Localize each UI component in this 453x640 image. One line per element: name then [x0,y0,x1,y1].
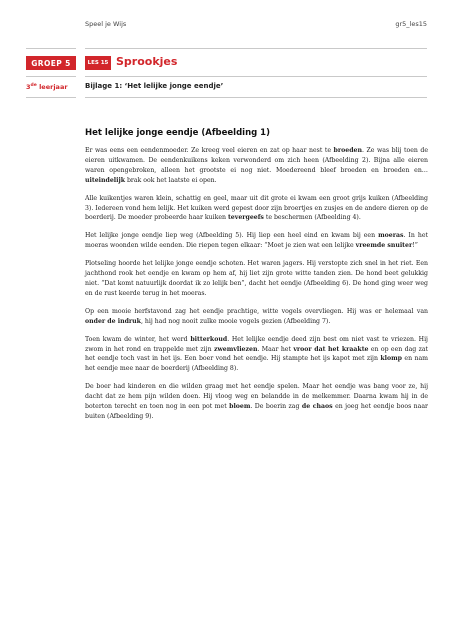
text-run: . In het moeras woonden wilde eenden. Die riepen tegen elkaar: “Moet je zien wat een lelijke [85,232,428,250]
bold-keyword: moeras [378,232,404,240]
text-run: Er was eens een eendenmoeder. Ze kreeg veel eieren en zat op haar nest te [85,147,334,154]
text-run: brak ook het laatste ei open. [124,176,217,184]
main-mid-rule [85,76,427,77]
story-paragraph [85,194,428,224]
text-run: Op een mooie herfstavond zag het eendje prachtige, witte vogels overvliegen. Hij was er helemaal van [85,307,428,315]
bold-keyword: vreemde snuiter [355,242,413,250]
main-bottom-rule [85,97,427,98]
lesson-badge: LES 15 [85,56,111,70]
text-run: en nam het eendje mee naar de boerderij (Afbeelding 8). [85,355,428,373]
sidebar-bottom-rule [26,97,76,98]
text-run: Plotseling hoorde het lelijke jonge eendje schoten. Het waren jagers. Hij verstopte zich snel in het riet. Een jachthond rook het eendje en kwam op hem af, hij liet zijn grote witte tanden zien. De hond beet gelukkig niet. “Dat komt natuurlijk doordat ik zo lelijk ben”, dacht het eendje (Afbeelding 6). De hond ging weer weg en de rust keerde terug in het moeras. [85,260,428,297]
bold-keyword: vroor dat het kraakte [293,345,369,353]
text-run: Alle kuikentjes waren klein, schattig en geel, maar uit dit grote ei kwam een groot grijs kuiken (Afbeelding 3). Iedereen vond hem lelijk. Het kuiken werd gepest door zijn broertjes en zusjes en de andere dieren op de boerderij. De moeder probeerde haar kuiken [85,194,428,222]
text-run: . De boerin zag [250,403,302,411]
text-run: Het lelijke jonge eendje liep weg (Afbeelding 5). Hij liep een heel eind en kwam bij een [85,232,379,240]
appendix-title: Bijlage 1: ‘Het lelijke jonge eendje’ [85,82,224,90]
bold-keyword: uiteindelijk [85,176,125,184]
sidebar-mid-rule [26,76,76,77]
groep-badge: GROEP 5 [26,56,76,70]
story-title: Het lelijke jonge eendje (Afbeelding 1) [85,128,270,138]
story-paragraph [85,259,428,299]
text-run: !” [412,242,418,250]
story-paragraphs [85,146,428,422]
story-paragraph [85,146,428,186]
text-run: en op een dag zat het eendje toch vast in het ijs. Een boer vond het eendje. Hij stampte het ijs kapot met zijn [85,345,429,363]
bold-keyword: bitterkoud [190,335,228,343]
story-paragraph [85,335,428,375]
bold-keyword: tevergeefs [227,214,264,222]
header-series-title: Speel je Wijs [85,20,127,28]
bold-keyword: onder de indruk [85,317,141,325]
text-run: , hij had nog nooit zulke mooie vogels gezien (Afbeelding 7). [140,317,331,325]
text-run: . Maar het [257,345,294,353]
bold-keyword: zwemvliezen [213,345,258,353]
story-paragraph [85,307,428,327]
text-run: en joeg het eendje boos naar buiten (Afbeelding 9). [85,403,428,420]
text-run: te beschermen (Afbeelding 4). [263,214,361,222]
leerjaar-label: 3de leerjaar [26,83,68,92]
text-run: Toen kwam de winter, het werd [85,335,191,343]
story-content [85,128,428,430]
bold-keyword: klomp [380,355,403,363]
main-top-rule [85,48,427,49]
bold-keyword: de chaos [301,403,333,411]
text-run: . Ze was blij toen de eieren uitkwamen. De eendenkuikens keken verwonderd om zich heen (Afbeelding 2). Bijna alle eieren waren opengebroken, alleen het grootste ei nog niet. Moedereend bleef broeden en broeden en… [85,147,428,174]
lesson-title: Sprookjes [116,55,178,68]
story-paragraph [85,382,428,422]
bold-keyword: broeden [333,147,362,154]
sidebar-top-rule [26,48,76,49]
header-lesson-code: gr5_les15 [395,20,427,28]
story-paragraph [85,231,428,251]
text-run: De boer had kinderen en die wilden graag met het eendje spelen. Maar het eendje was bang voor ze, hij dacht dat ze hem pijn wilden doen. Hij vloog weg en belandde in de melkemmer. Daarna kwam hij in de boterton terecht en toen nog in een pot met [85,383,428,411]
text-run: . Het lelijke eendje deed zijn best om niet vast te vriezen. Hij zwom in het rond en trappelde met zijn [85,335,428,353]
bold-keyword: bloem [229,403,251,411]
